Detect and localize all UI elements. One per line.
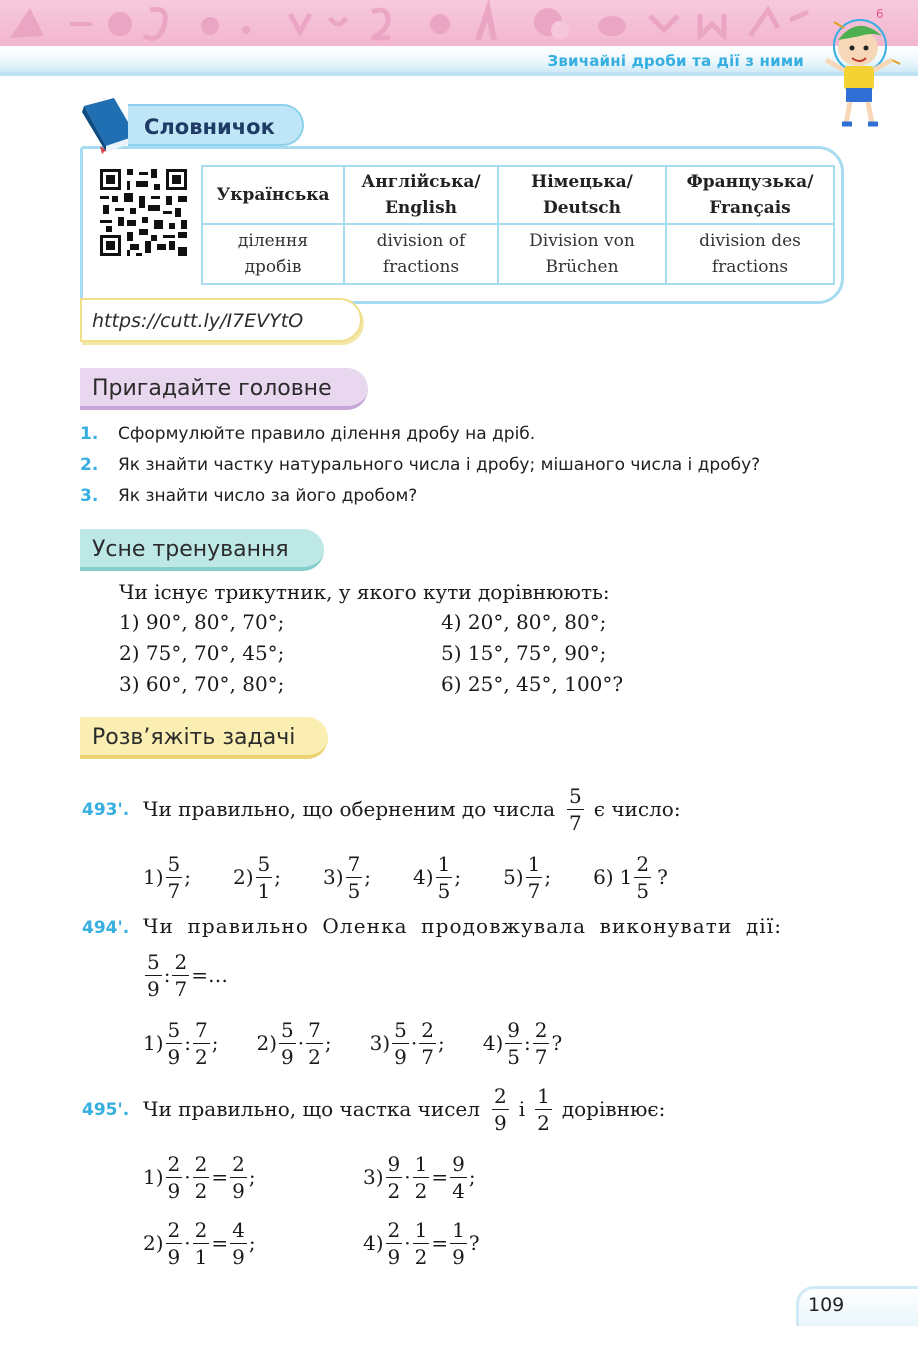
operator: · <box>404 1231 411 1255</box>
option-label: 6) <box>593 865 614 889</box>
fraction: $\frac{7}{5}$ <box>347 851 361 903</box>
remember-item <box>80 455 760 475</box>
option-label: 4) <box>413 865 434 889</box>
fraction: $\frac{1}{5}$ <box>437 851 451 903</box>
option-label: 2) <box>256 1031 278 1055</box>
option-end: ; <box>364 865 372 889</box>
fraction: $\frac{2}{7}$ <box>421 1017 434 1069</box>
remember-item-text: Сформулюйте правило ділення дробу на дріб. <box>118 424 536 444</box>
option-end: ; <box>454 865 462 889</box>
option-end: ; <box>468 1165 476 1189</box>
fraction: $\frac{1}{2}$ <box>414 1217 428 1269</box>
oral-option: 1) 90°, 80°, 70°; <box>119 610 285 634</box>
option-label: 3) <box>369 1031 391 1055</box>
problem-number: 495'. <box>82 1100 130 1120</box>
fraction: $\frac{2}{9}$ <box>167 1151 181 1203</box>
problem-494-options <box>143 1010 562 1076</box>
option-label: 3) <box>363 1165 384 1189</box>
oral-training-title: Усне тренування <box>80 529 324 571</box>
oral-question: Чи існує трикутник, у якого кути дорівнюють: <box>119 580 610 604</box>
fraction: $\frac{2}{7}$ <box>534 1017 548 1069</box>
problem-494-expression <box>143 942 228 1008</box>
option-label: 2) <box>233 865 254 889</box>
fraction: $\frac{1}{9}$ <box>452 1217 465 1269</box>
remember-item-number: 1. <box>80 424 99 444</box>
value-french: division des fractions <box>666 224 834 284</box>
equals-sign: = <box>211 1231 229 1255</box>
operator: : <box>184 1031 192 1055</box>
remember-item <box>80 424 535 444</box>
oral-option: 4) 20°, 80°, 80°; <box>441 610 607 634</box>
option-label: 4) <box>482 1031 504 1055</box>
fraction: $\frac{5}{9}$ <box>147 949 160 1001</box>
remember-item-number: 3. <box>80 486 99 506</box>
oral-option: 6) 25°, 45°, 100°? <box>441 672 624 696</box>
header-ukrainian: Українська <box>202 166 344 224</box>
value-german: Division von Brüchen <box>498 224 666 284</box>
solve-title: Розв’яжіть задачі <box>80 717 328 759</box>
fraction: $\frac{5}{7}$ <box>569 783 582 835</box>
page-number: 109 <box>808 1294 845 1316</box>
chapter-title: Звичайні дроби та дії з ними <box>547 52 804 70</box>
fraction: $\frac{9}{4}$ <box>452 1151 465 1203</box>
option-end: ? <box>657 865 668 889</box>
option-end: ; <box>248 1165 256 1189</box>
option-label: 2) <box>143 1231 164 1255</box>
fraction: $\frac{1}{7}$ <box>527 851 541 903</box>
option-end: ; <box>324 1031 332 1055</box>
fraction: $\frac{5}{9}$ <box>281 1017 294 1069</box>
operator: : <box>523 1031 531 1055</box>
expression-tail: =… <box>191 963 228 987</box>
fraction: $\frac{2}{7}$ <box>174 949 188 1001</box>
operator: · <box>184 1165 191 1189</box>
option-end: ; <box>274 865 282 889</box>
fraction: $\frac{2}{9}$ <box>493 1083 507 1135</box>
option-end: ; <box>211 1031 219 1055</box>
problem-493-statement <box>143 776 681 842</box>
fraction: $\frac{4}{9}$ <box>232 1217 245 1269</box>
equals-sign: = <box>431 1165 449 1189</box>
remember-title: Пригадайте головне <box>80 368 368 410</box>
problem-495-option <box>143 1210 256 1276</box>
fraction: $\frac{5}{9}$ <box>167 1017 181 1069</box>
option-end: ; <box>544 865 552 889</box>
qr-code[interactable] <box>100 169 187 256</box>
dictionary-value-row <box>202 224 834 284</box>
remember-item <box>80 486 417 506</box>
dictionary-table <box>201 165 835 285</box>
fraction: $\frac{2}{9}$ <box>167 1217 181 1269</box>
option-end: ? <box>551 1031 563 1055</box>
problem-494-text: Чи правильно Оленка продовжувала виконувати дії: <box>143 914 783 938</box>
fraction: $\frac{5}{9}$ <box>394 1017 407 1069</box>
boy-mascot-illustration <box>814 0 910 132</box>
fraction: $\frac{7}{2}$ <box>308 1017 321 1069</box>
fraction: $\frac{9}{5}$ <box>507 1017 520 1069</box>
problem-text: Чи правильно, що частка чисел <box>143 1097 480 1121</box>
conjunction: і <box>518 1097 526 1121</box>
mixed-number: 1 $\frac{2}{5}$ <box>619 851 650 903</box>
problem-495-option <box>363 1210 480 1276</box>
equals-sign: = <box>431 1231 449 1255</box>
fraction: $\frac{5}{1}$ <box>257 851 271 903</box>
fraction: $\frac{2}{2}$ <box>194 1151 208 1203</box>
fraction: $\frac{5}{7}$ <box>167 851 181 903</box>
option-end: ; <box>437 1031 445 1055</box>
option-label: 1) <box>143 1165 164 1189</box>
operator: : <box>163 963 171 987</box>
problem-text: є число: <box>593 797 681 821</box>
dictionary-header-row <box>202 166 834 224</box>
problem-number: 494'. <box>82 918 130 938</box>
fraction: $\frac{9}{2}$ <box>387 1151 401 1203</box>
problem-number: 493'. <box>82 800 130 820</box>
option-label: 1) <box>143 865 164 889</box>
oral-option: 3) 60°, 70°, 80°; <box>119 672 285 696</box>
value-english: division of fractions <box>344 224 498 284</box>
problem-493-options <box>143 844 668 910</box>
dictionary-url-link[interactable]: https://cutt.ly/I7EVYtO <box>92 310 304 332</box>
option-label: 1) <box>143 1031 164 1055</box>
operator: · <box>410 1031 418 1055</box>
operator: · <box>297 1031 305 1055</box>
header-english: Англійська/ English <box>344 166 498 224</box>
fraction: $\frac{2}{9}$ <box>387 1217 401 1269</box>
fraction: $\frac{1}{2}$ <box>537 1083 550 1135</box>
operator: · <box>184 1231 191 1255</box>
header-german: Німецька/ Deutsch <box>498 166 666 224</box>
svg-text:6: 6 <box>876 7 884 21</box>
option-end: ; <box>184 865 192 889</box>
remember-item-text: Як знайти частку натурального числа і дробу; мішаного числа і дробу? <box>118 455 761 475</box>
option-end: ; <box>248 1231 256 1255</box>
fraction: $\frac{7}{2}$ <box>195 1017 208 1069</box>
fraction: $\frac{2}{9}$ <box>232 1151 245 1203</box>
oral-option: 2) 75°, 70°, 45°; <box>119 641 285 665</box>
fraction: $\frac{2}{1}$ <box>194 1217 208 1269</box>
problem-495-statement <box>143 1076 665 1142</box>
problem-text: дорівнює: <box>561 1097 666 1121</box>
equals-sign: = <box>211 1165 229 1189</box>
option-label: 4) <box>363 1231 384 1255</box>
header-french: Французька/ Français <box>666 166 834 224</box>
problem-495-option <box>363 1144 476 1210</box>
math-symbols-decoration <box>0 0 918 46</box>
remember-item-text: Як знайти число за його дробом? <box>118 486 418 506</box>
fraction: $\frac{2}{5}$ <box>636 851 650 903</box>
oral-option: 5) 15°, 75°, 90°; <box>441 641 607 665</box>
operator: · <box>404 1165 411 1189</box>
remember-item-number: 2. <box>80 455 99 475</box>
option-end: ? <box>468 1231 480 1255</box>
option-label: 3) <box>323 865 344 889</box>
dictionary-title: Словничок <box>128 104 304 146</box>
fraction: $\frac{1}{2}$ <box>414 1151 428 1203</box>
value-ukrainian: ділення дробів <box>202 224 344 284</box>
problem-495-option <box>143 1144 256 1210</box>
problem-text: Чи правильно, що оберненим до числа <box>143 797 556 821</box>
option-label: 5) <box>503 865 524 889</box>
